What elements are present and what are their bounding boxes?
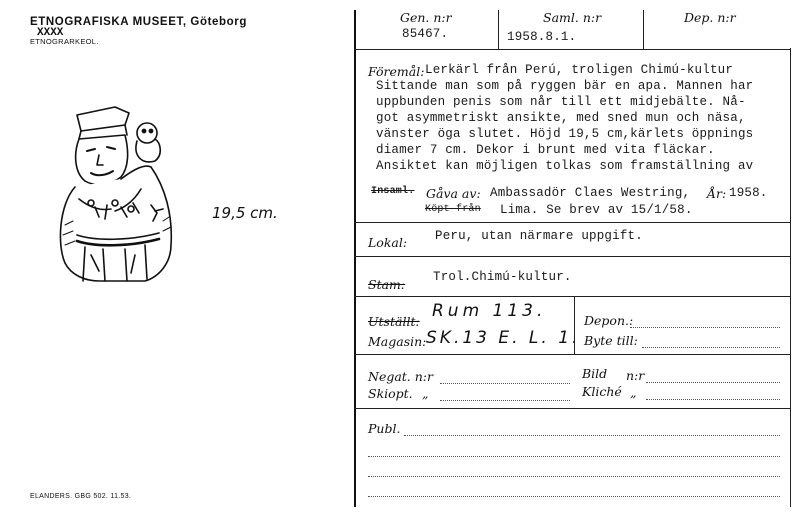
depon-label: Depon.:: [584, 313, 634, 328]
ar-value: 1958.: [729, 186, 768, 200]
publ-fill-line-2: [368, 456, 780, 457]
dep-nr-label: Dep. n:r: [684, 10, 736, 25]
foremal-label: Föremål:: [368, 64, 425, 79]
negat-nr-label: Negat. n:r: [368, 369, 433, 384]
publ-fill-line-4: [368, 496, 780, 497]
depon-fill-line: [630, 327, 780, 328]
form-right-rule: [790, 48, 791, 507]
gava-value: Ambassadör Claes Westring,: [490, 186, 691, 200]
bild-nr-suffix: n:r: [626, 368, 645, 383]
stam-label: Stam:: [368, 277, 406, 292]
gen-nr-label: Gen. n:r: [400, 10, 452, 25]
height-note: 19,5 cm.: [212, 204, 278, 222]
bild-fill-line: [646, 382, 780, 383]
pottery-figure-sketch: [55, 95, 195, 310]
insaml-struck: Insaml.: [371, 186, 415, 197]
kliche-fill-line: [646, 399, 780, 400]
museum-xxxx-mark: XXXX: [37, 27, 64, 39]
description-line-4: got asymmetriskt ansikte, med sned mun och näsa,: [376, 111, 746, 125]
ar-label: År:: [707, 186, 727, 201]
lokal-bottom-rule: [354, 256, 791, 257]
printer-imprint: ELANDERS. GBG 502. 11.53.: [30, 493, 132, 500]
description-line-6: diamer 7 cm. Dekor i brunt med vita fläckar.: [376, 143, 715, 157]
publ-label: Publ.: [368, 421, 401, 436]
lokal-value: Peru, utan närmare uppgift.: [435, 229, 643, 243]
description-line-3: uppbunden penis som når till ett midjebälte. Nå-: [376, 95, 746, 109]
storage-mid-rule: [574, 296, 575, 354]
negat-fill-line: [440, 383, 570, 384]
utstallt-value: Rum 113.: [432, 301, 547, 321]
header-divider-2: [643, 10, 644, 50]
gava-label: Gåva av:: [426, 186, 481, 201]
dept-arkeol-label: ARKEOL.: [64, 37, 99, 46]
header-divider-1: [498, 10, 499, 50]
description-line-7: Ansiktet kan möjligen tolkas som framställning av: [376, 159, 754, 173]
description-line-5: vänster öga slutet. Höjd 19,5 cm,kärlets öppnings: [376, 127, 754, 141]
storage-bottom-rule: [354, 354, 791, 355]
magasin-value: SK.13 E. L. 1.: [426, 328, 581, 348]
negatives-bottom-rule: [354, 408, 791, 409]
dept-etno-label: ETNOGR.: [30, 37, 67, 46]
saml-nr-label: Saml. n:r: [543, 10, 602, 25]
magasin-label: Magasin:: [368, 334, 427, 349]
acquisition-bottom-rule: [354, 222, 791, 223]
skiopt-ditto: „: [422, 386, 429, 401]
publ-fill-line-1: [404, 435, 780, 436]
publ-fill-line-3: [368, 476, 780, 477]
description-line-1: Lerkärl från Perú, troligen Chimú-kultur: [425, 63, 734, 77]
kopt-fran-struck: Köpt från: [425, 204, 481, 215]
kliche-label: Kliché: [582, 384, 622, 399]
bild-label: Bild: [582, 366, 608, 381]
byte-fill-line: [642, 347, 780, 348]
kliche-ditto: „: [630, 385, 637, 400]
description-line-2: Sittande man som på ryggen bär en apa. Mannen har: [376, 79, 754, 93]
gen-nr-value: 85467.: [402, 27, 449, 41]
saml-nr-value: 1958.8.1.: [507, 30, 577, 44]
lokal-label: Lokal:: [368, 235, 408, 250]
form-left-rule: [354, 10, 356, 507]
stam-value: Trol.Chimú-kultur.: [433, 270, 572, 284]
skiopt-label: Skiopt.: [368, 386, 413, 401]
skiopt-fill-line: [440, 400, 570, 401]
stam-bottom-rule: [354, 296, 791, 297]
from-value: Lima. Se brev av 15/1/58.: [500, 203, 693, 217]
utstallt-label: Utställt:: [368, 314, 420, 329]
byte-till-label: Byte till:: [584, 333, 638, 348]
header-bottom-rule: [354, 49, 791, 50]
museum-name: ETNOGRAFISKA MUSEET, Göteborg: [30, 16, 247, 28]
